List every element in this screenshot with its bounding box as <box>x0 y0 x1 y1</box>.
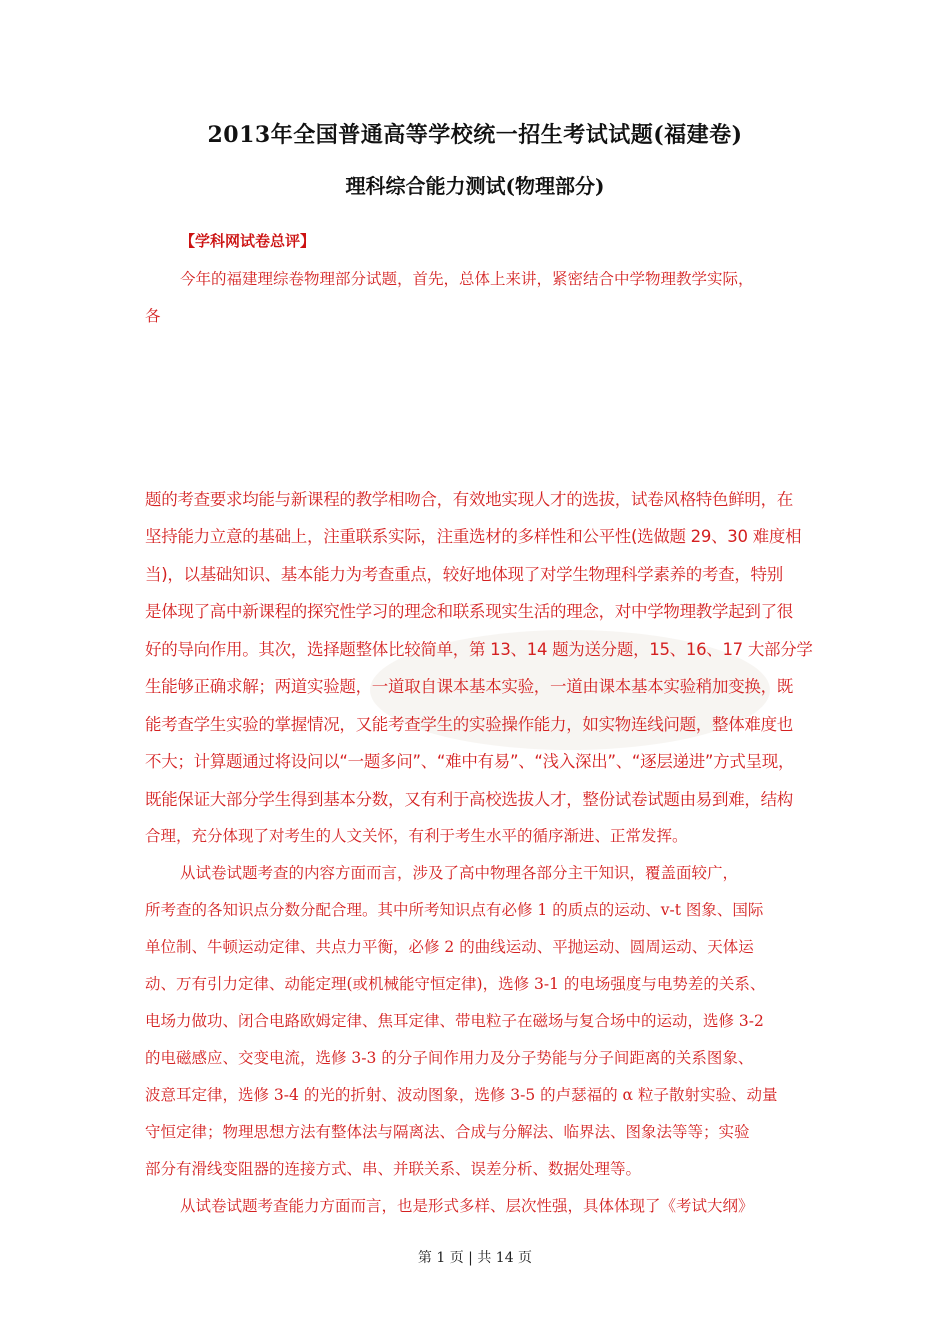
paragraph-line: 合理，充分体现了对考生的人文关怀，有利于考生水平的循序渐进、正常发挥。 <box>145 827 688 845</box>
paragraph-line: 所考查的各知识点分数分配合理。其中所考知识点有必修 1 的质点的运动、v-t 图象、国际 <box>145 901 764 919</box>
document-subtitle: 理科综合能力测试(物理部分) <box>345 174 605 198</box>
paragraph-line: 今年的福建理综卷物理部分试题，首先，总体上来讲，紧密结合中学物理教学实际， <box>180 270 754 288</box>
paragraph-line: 好的导向作用。其次，选择题整体比较简单，第 13、14 题为送分题，15、16、17 大部分学 <box>145 640 813 659</box>
paragraph-line: 是体现了高中新课程的探究性学习的理念和联系现实生活的理念，对中学物理教学起到了很 <box>145 602 794 621</box>
review-heading: 【学科网试卷总评】 <box>180 232 316 250</box>
paragraph-line: 部分有滑线变阻器的连接方式、串、并联关系、误差分析、数据处理等。 <box>145 1160 642 1178</box>
paragraph-line: 能考查学生实验的掌握情况，又能考查学生的实验操作能力，如实物连线问题，整体难度也 <box>145 715 794 734</box>
paragraph-line: 坚持能力立意的基础上，注重联系实际，注重选材的多样性和公平性(选做题 29、30 难度相 <box>145 527 802 546</box>
paragraph-line: 题的考查要求均能与新课程的教学相吻合，有效地实现人才的选拔，试卷风格特色鲜明，在 <box>145 490 794 509</box>
page-footer: 第 1 页 | 共 14 页 <box>417 1250 533 1266</box>
paragraph-line: 不大；计算题通过将设问以“一题多问”、“难中有易”、“浅入深出”、“逐层递进”方式呈现， <box>145 752 795 771</box>
paragraph-line: 波意耳定律，选修 3-4 的光的折射、波动图象，选修 3-5 的卢瑟福的 α 粒子散射实验、动量 <box>145 1086 778 1104</box>
paragraph-line: 生能够正确求解；两道实验题，一道取自课本基本实验，一道由课本基本实验稍加变换，既 <box>145 677 794 696</box>
document-title: 2013年全国普通高等学校统一招生考试试题(福建卷) <box>207 122 743 148</box>
paragraph-line: 各 <box>145 307 161 325</box>
paragraph-line: 动、万有引力定律、动能定理(或机械能守恒定律)，选修 3-1 的电场强度与电势差的关系、 <box>145 975 766 993</box>
paragraph-line: 从试卷试题考查的内容方面而言，涉及了高中物理各部分主干知识，覆盖面较广， <box>180 864 739 882</box>
paragraph-line: 既能保证大部分学生得到基本分数，又有利于高校选拔人才，整份试卷试题由易到难，结构 <box>145 790 794 809</box>
paragraph-line: 从试卷试题考查能力方面而言，也是形式多样、层次性强，具体体现了《考试大纲》 <box>180 1197 754 1215</box>
paragraph-line: 电场力做功、闭合电路欧姆定律、焦耳定律、带电粒子在磁场与复合场中的运动，选修 3-2 <box>145 1012 764 1030</box>
paragraph-line: 当)，以基础知识、基本能力为考查重点，较好地体现了对学生物理科学素养的考查，特别 <box>145 565 783 584</box>
paragraph-line: 单位制、牛顿运动定律、共点力平衡，必修 2 的曲线运动、平抛运动、圆周运动、天体运 <box>145 938 754 956</box>
paragraph-line: 的电磁感应、交变电流，选修 3-3 的分子间作用力及分子势能与分子间距离的关系图象、 <box>145 1049 754 1067</box>
paragraph-line: 守恒定律；物理思想方法有整体法与隔离法、合成与分解法、临界法、图象法等等；实验 <box>145 1123 750 1141</box>
